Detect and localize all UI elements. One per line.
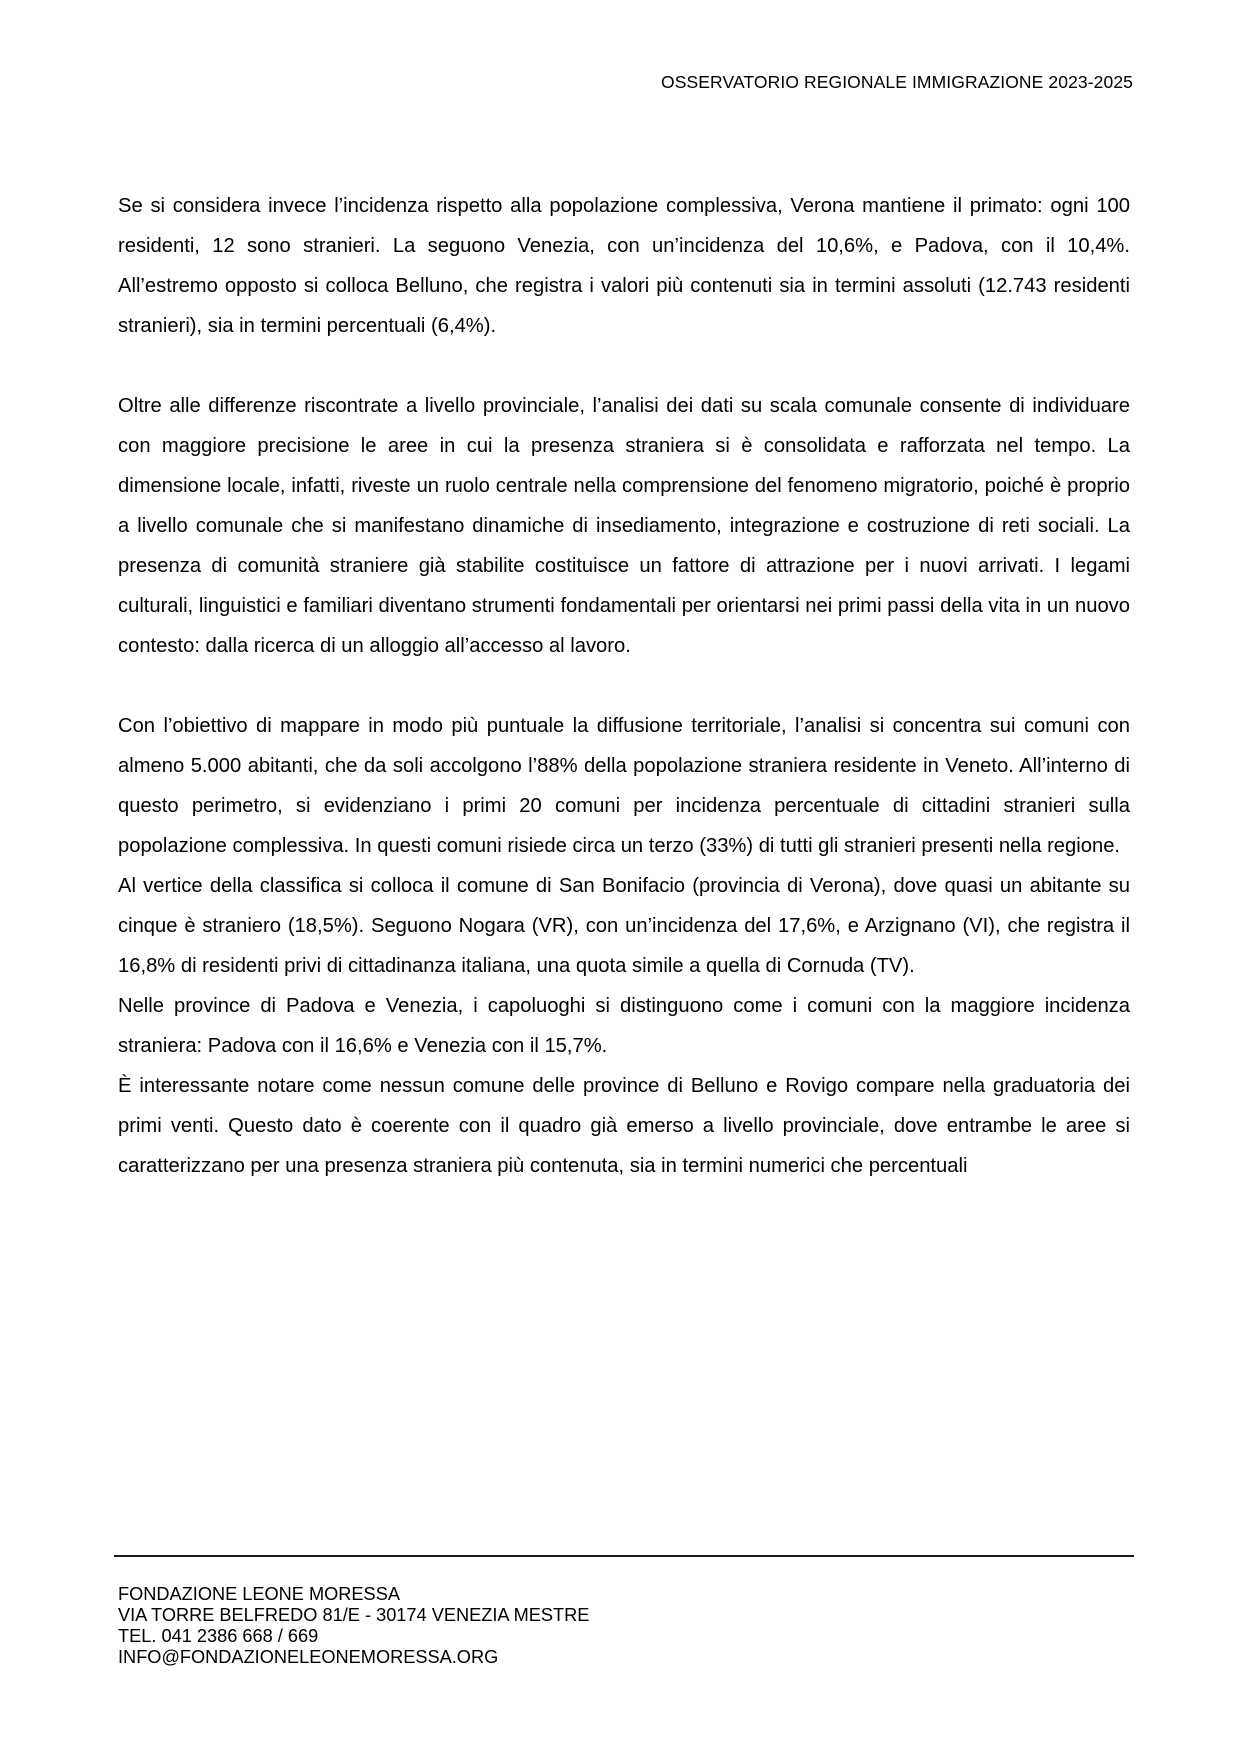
footer-email: INFO@FONDAZIONELEONEMORESSA.ORG [118,1647,499,1667]
footer-phone: TEL. 041 2386 668 / 669 [118,1626,319,1646]
footer-organization: FONDAZIONE LEONE MORESSA [118,1584,400,1604]
paragraph-ranking-top: Al vertice della classifica si colloca il comune di San Bonifacio (provincia di Verona), dove quasi un abitante su cinque è straniero (18,5%). Seguono Nogara (VR), con un’incidenza del 17,6%, e Arzignano (VI), che registra il 16,8% di residenti privi di cittadinanza italiana, una quota simile a quella di Cornuda (TV). [118,875,1130,977]
paragraph-municipal-analysis: Oltre alle differenze riscontrate a livello provinciale, l’analisi dei dati su scala comunale consente di individuare con maggiore precisione le aree in cui la presenza straniera si è consolidata e rafforzata nel tempo. La dimensione locale, infatti, riveste un ruolo centrale nella comprensione del fenomeno migratorio, poiché è proprio a livello comunale che si manifestano dinamiche di insediamento, integrazione e costruzione di reti sociali. La presenza di comunità straniere già stabilite costituisce un fattore di attrazione per i nuovi arrivati. I legami culturali, linguistici e familiari diventano strumenti fondamentali per orientarsi nei primi passi della vita in un nuovo contesto: dalla ricerca di un alloggio all’accesso al lavoro. [118,395,1130,657]
paragraph-provincial-incidence: Se si considera invece l’incidenza rispetto alla popolazione complessiva, Verona mantiene il primato: ogni 100 residenti, 12 sono stranieri. La seguono Venezia, con un’incidenza del 10,6%, e Padova, con il 10,4%. All’estremo opposto si colloca Belluno, che registra i valori più contenuti sia in termini assoluti (12.743 residenti stranieri), sia in termini percentuali (6,4%). [118,195,1130,337]
body-text [118,186,1130,1186]
header-title: OSSERVATORIO REGIONALE IMMIGRAZIONE 2023-2025 [661,72,1133,92]
footer-divider [114,1555,1134,1557]
paragraph-belluno-rovigo: È interessante notare come nessun comune delle province di Belluno e Rovigo compare nella graduatoria dei primi venti. Questo dato è coerente con il quadro già emerso a livello provinciale, dove entrambe le aree si caratterizzano per una presenza straniera più contenuta, sia in termini numerici che percentuali [118,1075,1130,1177]
paragraph-top-municipalities: Con l’obiettivo di mappare in modo più puntuale la diffusione territoriale, l’analisi si concentra sui comuni con almeno 5.000 abitanti, che da soli accolgono l’88% della popolazione straniera residente in Veneto. All’interno di questo perimetro, si evidenziano i primi 20 comuni per incidenza percentuale di cittadini stranieri sulla popolazione complessiva. In questi comuni risiede circa un terzo (33%) di tutti gli stranieri presenti nella regione. [118,715,1130,857]
footer-address: VIA TORRE BELFREDO 81/E - 30174 VENEZIA MESTRE [118,1605,590,1625]
running-header [661,72,1133,93]
footer [118,1584,589,1668]
paragraph-padova-venezia: Nelle province di Padova e Venezia, i capoluoghi si distinguono come i comuni con la maggiore incidenza straniera: Padova con il 16,6% e Venezia con il 15,7%. [118,995,1130,1057]
